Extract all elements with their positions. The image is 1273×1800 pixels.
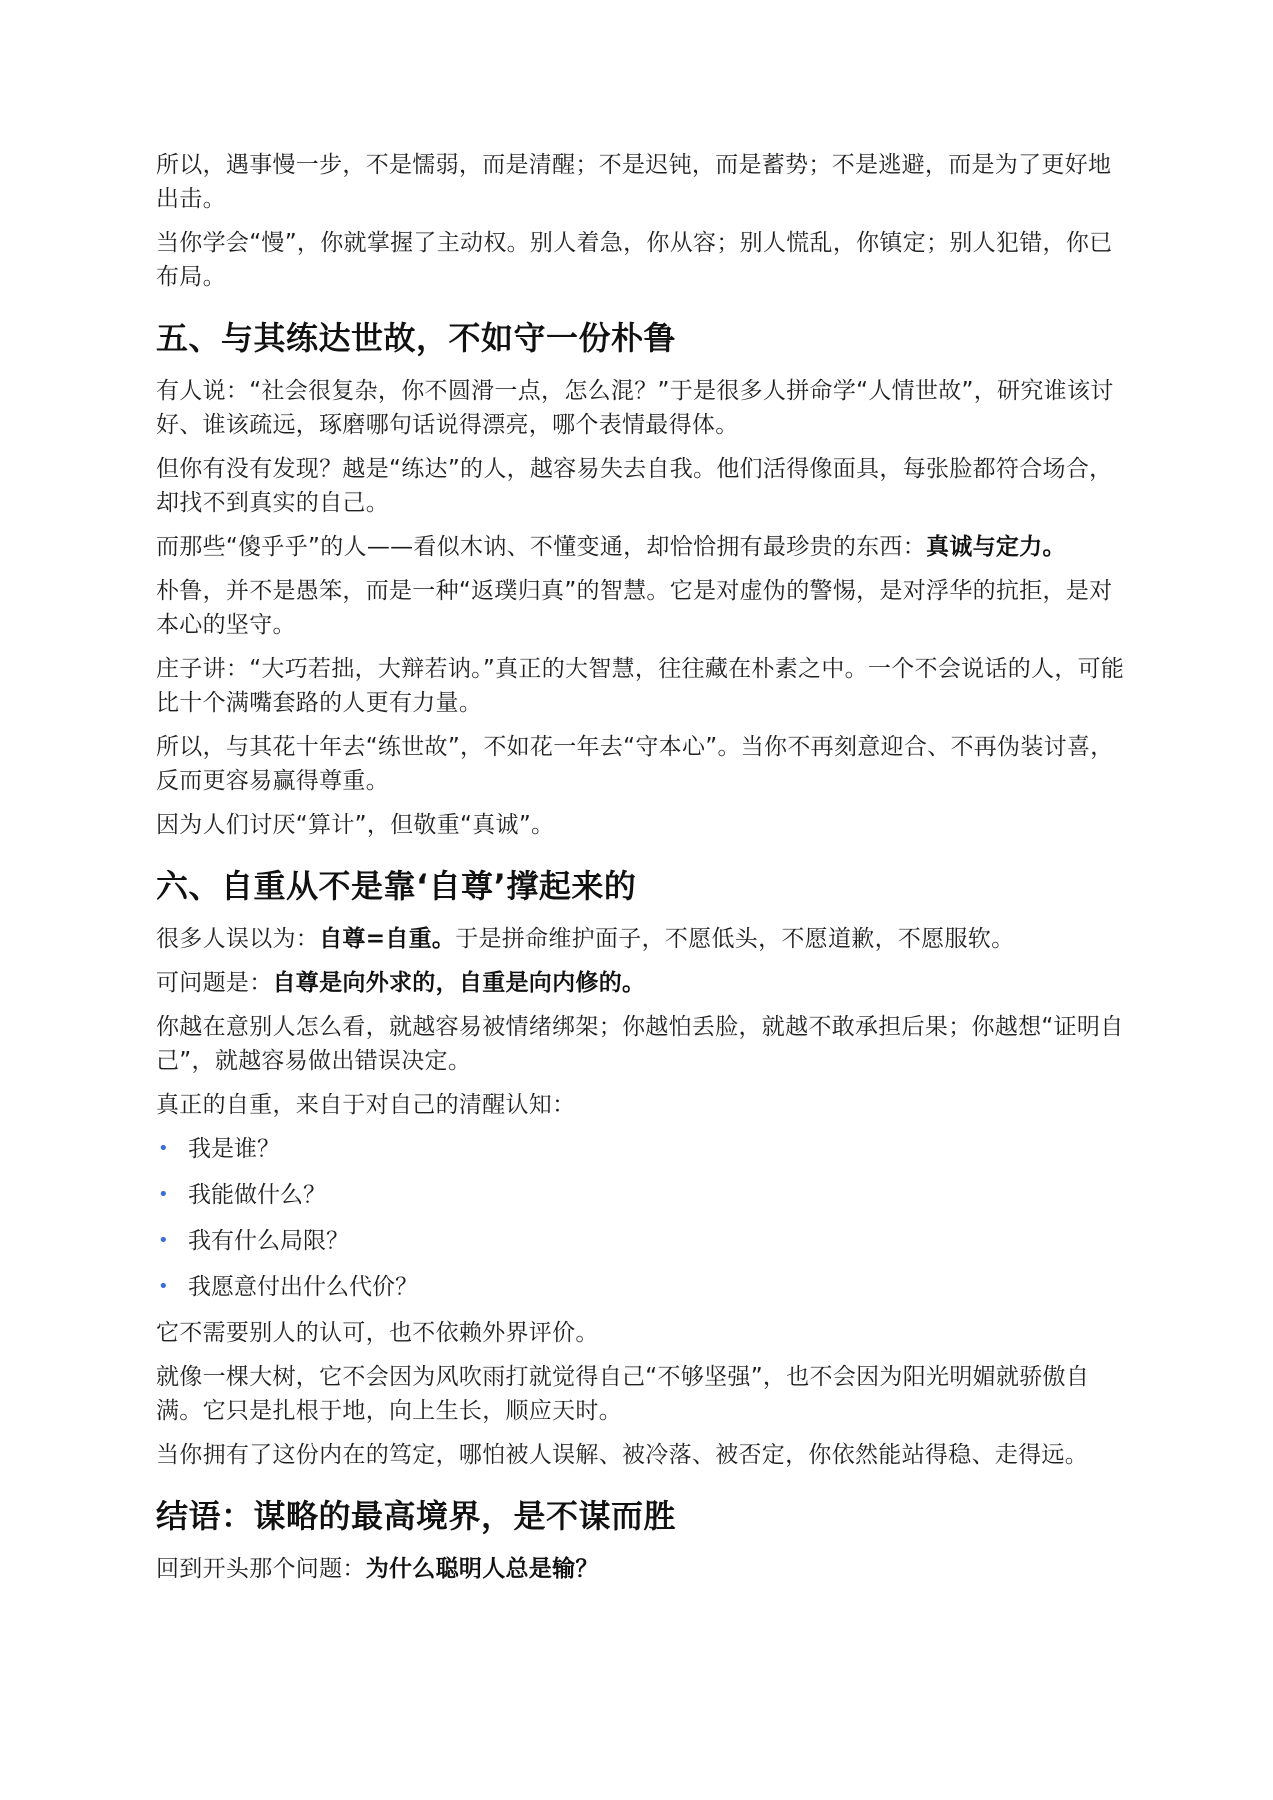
- paragraph: 朴鲁，并不是愚笨，而是一种“返璞归真”的智慧。它是对虚伪的警惕，是对浮华的抗拒，是对本心的坚守。: [156, 578, 1113, 638]
- paragraph: 就像一棵大树，它不会因为风吹雨打就觉得自己“不够坚强”，也不会因为阳光明媚就骄傲自满。它只是扎根于地，向上生长，顺应天时。: [156, 1364, 1090, 1424]
- bold-text: 自尊是向外求的，自重是向内修的。: [272, 970, 646, 996]
- paragraph: 当你学会“慢”，你就掌握了主动权。别人着急，你从容；别人慌乱，你镇定；别人犯错，你已布局。: [156, 230, 1113, 290]
- list-item: [156, 1270, 1126, 1304]
- paragraph: 你越在意别人怎么看，就越容易被情绪绑架；你越怕丢脸，就越不敢承担后果；你越想“证明自己”，就越容易做出错误决定。: [156, 1014, 1124, 1074]
- list-item-text: 我能做什么？: [188, 1182, 326, 1208]
- paragraph: 因为人们讨厌“算计”，但敬重“真诚”。: [156, 812, 555, 838]
- bullet-dot-icon: •: [158, 1184, 169, 1205]
- list-item-text: 我是谁？: [188, 1136, 280, 1162]
- text-span: 回到开头那个问题：: [156, 1556, 366, 1582]
- section-heading-6: 六、自重从不是靠‘自尊’撑起来的: [156, 867, 637, 905]
- paragraph: 但你有没有发现？越是“练达”的人，越容易失去自我。他们活得像面具，每张脸都符合场合，却找不到真实的自己。: [156, 456, 1113, 516]
- list-item: [156, 1224, 1126, 1258]
- paragraph: 它不需要别人的认可，也不依赖外界评价。: [156, 1320, 599, 1346]
- bold-text: 自尊=自重。: [319, 926, 456, 952]
- paragraph: 真正的自重，来自于对自己的清醒认知：: [156, 1092, 576, 1118]
- list-item: [156, 1178, 1126, 1212]
- paragraph: 庄子讲：“大巧若拙，大辩若讷。”真正的大智慧，往往藏在朴素之中。一个不会说话的人，可能比十个满嘴套路的人更有力量。: [156, 656, 1125, 716]
- bold-text: 真诚与定力。: [926, 534, 1066, 560]
- paragraph: 当你拥有了这份内在的笃定，哪怕被人误解、被冷落、被否定，你依然能站得稳、走得远。: [156, 1442, 1088, 1468]
- paragraph: 有人说：“社会很复杂，你不圆滑一点，怎么混？”于是很多人拼命学“人情世故”，研究谁该讨好、谁该疏远，琢磨哪句话说得漂亮，哪个表情最得体。: [156, 378, 1114, 438]
- paragraph: [156, 922, 1126, 956]
- document-page: [156, 148, 1126, 1596]
- bullet-dot-icon: •: [158, 1138, 169, 1159]
- list-item-text: 我有什么局限？: [188, 1228, 349, 1254]
- list-item: [156, 1132, 1126, 1166]
- bullet-dot-icon: •: [158, 1230, 169, 1251]
- paragraph: [156, 966, 1126, 1000]
- paragraph: 所以，遇事慢一步，不是懦弱，而是清醒；不是迟钝，而是蓄势；不是逃避，而是为了更好地出击。: [156, 152, 1112, 212]
- paragraph: [156, 1552, 1126, 1586]
- text-span: 于是拼命维护面子，不愿低头，不愿道歉，不愿服软。: [455, 926, 1015, 952]
- section-heading-5: 五、与其练达世故，不如守一份朴鲁: [156, 319, 677, 357]
- text-span: 很多人误以为：: [156, 926, 320, 952]
- text-span: 而那些“傻乎乎”的人——看似木讷、不懂变通，却恰恰拥有最珍贵的东西：: [156, 534, 927, 560]
- paragraph: 所以，与其花十年去“练世故”，不如花一年去“守本心”。当你不再刻意迎合、不再伪装讨喜，反而更容易赢得尊重。: [156, 734, 1114, 794]
- bullet-list: [156, 1132, 1126, 1304]
- paragraph: [156, 530, 1126, 564]
- bold-text: 为什么聪明人总是输？: [365, 1556, 599, 1582]
- bullet-dot-icon: •: [158, 1276, 169, 1297]
- text-span: 可问题是：: [156, 970, 273, 996]
- list-item-text: 我愿意付出什么代价？: [188, 1274, 418, 1300]
- section-heading-conclusion: 结语：谋略的最高境界，是不谋而胜: [156, 1497, 677, 1535]
